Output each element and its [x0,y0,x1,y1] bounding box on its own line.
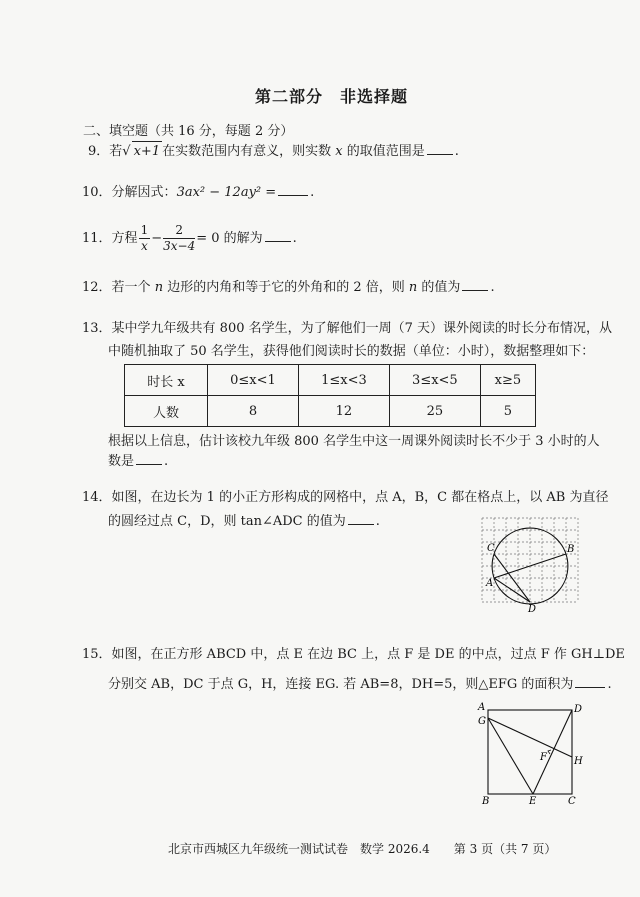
variable: x [335,144,343,159]
label-h: H [574,756,583,767]
label-a: A [478,702,486,713]
question-number: 13． [82,321,112,336]
question-9 [88,141,459,162]
question-number: 12． [82,280,112,295]
square-figure [474,700,586,808]
answer-blank[interactable] [427,142,453,155]
question-text: = 0 的解为 [196,231,263,246]
label-d: D [528,604,537,614]
answer-blank[interactable] [136,452,162,465]
question-number: 9． [88,144,110,159]
period: . [310,185,315,200]
period: . [607,677,612,692]
right-angle-mark [548,750,551,754]
period: . [164,454,169,469]
question-13-line2: 中随机抽取了 50 名学生，获得他们阅读时长的数据（单位：小时），数据整理如下： [108,344,595,359]
table-cell: 25 [389,396,480,427]
question-12 [82,278,495,298]
question-text: 分解因式： [111,185,177,200]
question-text: 某中学九年级共有 800 名学生，为了解他们一周（7 天）课外阅读的时长分布情况，从 [111,321,613,336]
table-cell: 人数 [125,396,208,427]
table-cell: 8 [208,396,299,427]
period: . [454,144,459,159]
table-cell: 0≤x<1 [208,365,299,396]
period: . [375,514,380,529]
page-footer: 北京市西城区九年级统一测试试卷 数学 2026.4 第 3 页（共 7 页） [168,842,557,856]
grid-lines [482,518,578,602]
label-f: F [540,752,547,763]
variable: n [408,280,418,295]
variable: n [154,280,164,295]
question-text: 分别交 AB，DC 于点 G，H，连接 EG. 若 AB=8，DH=5，则△EFG 的面积为 [108,677,574,692]
table-cell: 5 [480,396,535,427]
grid-circle-figure [478,514,586,614]
question-text: 在实数范围内有意义，则实数 [162,144,332,159]
answer-blank[interactable] [462,278,488,291]
table-cell: 3≤x<5 [389,365,480,396]
square-abcd [488,710,572,794]
fraction: $\frac{2}{3x-4}$ [163,223,196,253]
label-g: G [478,716,486,727]
question-text: 若 [109,144,123,159]
data-table [124,364,536,427]
segment-eg [488,718,533,794]
question-13-line4 [108,452,168,472]
minus-sign: − [151,231,163,246]
answer-blank[interactable] [265,229,291,242]
question-text: 数是 [108,454,135,469]
table-cell: 时长 x [125,365,208,396]
question-10 [82,183,314,203]
page-title: 第二部分 非选择题 [255,87,409,106]
table-cell: 12 [298,396,389,427]
table-cell: 1≤x<3 [298,365,389,396]
question-text: 若一个 [111,280,151,295]
question-15-line2 [108,675,612,695]
question-13-line1 [82,319,612,339]
question-text: 如图，在边长为 1 的小正方形构成的网格中，点 A，B，C 都在格点上，以 AB 为直径 [111,490,609,505]
label-a: A [486,578,494,589]
label-b: B [482,796,490,807]
label-d: D [574,704,583,715]
question-number: 10． [82,185,112,200]
sqrt-symbol: √ [122,144,131,159]
question-text: 的值为 [421,280,461,295]
question-text: 如图，在正方形 ABCD 中，点 E 在边 BC 上，点 F 是 DE 的中点，过点 F 作 GH⊥DE [111,647,625,662]
table-row [125,396,536,427]
label-b: B [567,544,575,555]
question-13-line3: 根据以上信息，估计该校九年级 800 名学生中这一周课外阅读时长不少于 3 小时的人 [108,434,600,449]
question-14-line1 [82,488,608,508]
table-cell: x≥5 [480,365,535,396]
section-heading: 二、填空题（共 16 分，每题 2 分） [83,124,294,139]
math-expression: 3ax² − 12ay² = [176,185,277,200]
question-text: 的取值范围是 [346,144,425,159]
segment-de [533,710,572,794]
table-row [125,365,536,396]
question-15-line1 [82,645,625,665]
answer-blank[interactable] [575,675,605,688]
period: . [490,280,495,295]
question-text: 方程 [111,231,138,246]
fraction: $\frac{1}{x}$ [140,223,149,253]
answer-blank[interactable] [348,512,374,525]
question-text: 的圆经过点 C，D，则 tan∠ADC 的值为 [108,514,346,529]
label-e: E [529,796,537,807]
question-14-line2 [108,512,380,532]
label-c: C [487,543,495,554]
radicand: x+1 [132,141,163,162]
question-number: 14． [82,490,112,505]
question-number: 11． [82,231,112,246]
question-11 [82,223,297,254]
answer-blank[interactable] [278,183,308,196]
question-text: 边形的内角和等于它的外角和的 2 倍，则 [167,280,405,295]
label-c: C [568,796,576,807]
question-number: 15． [82,647,112,662]
period: . [292,231,297,246]
